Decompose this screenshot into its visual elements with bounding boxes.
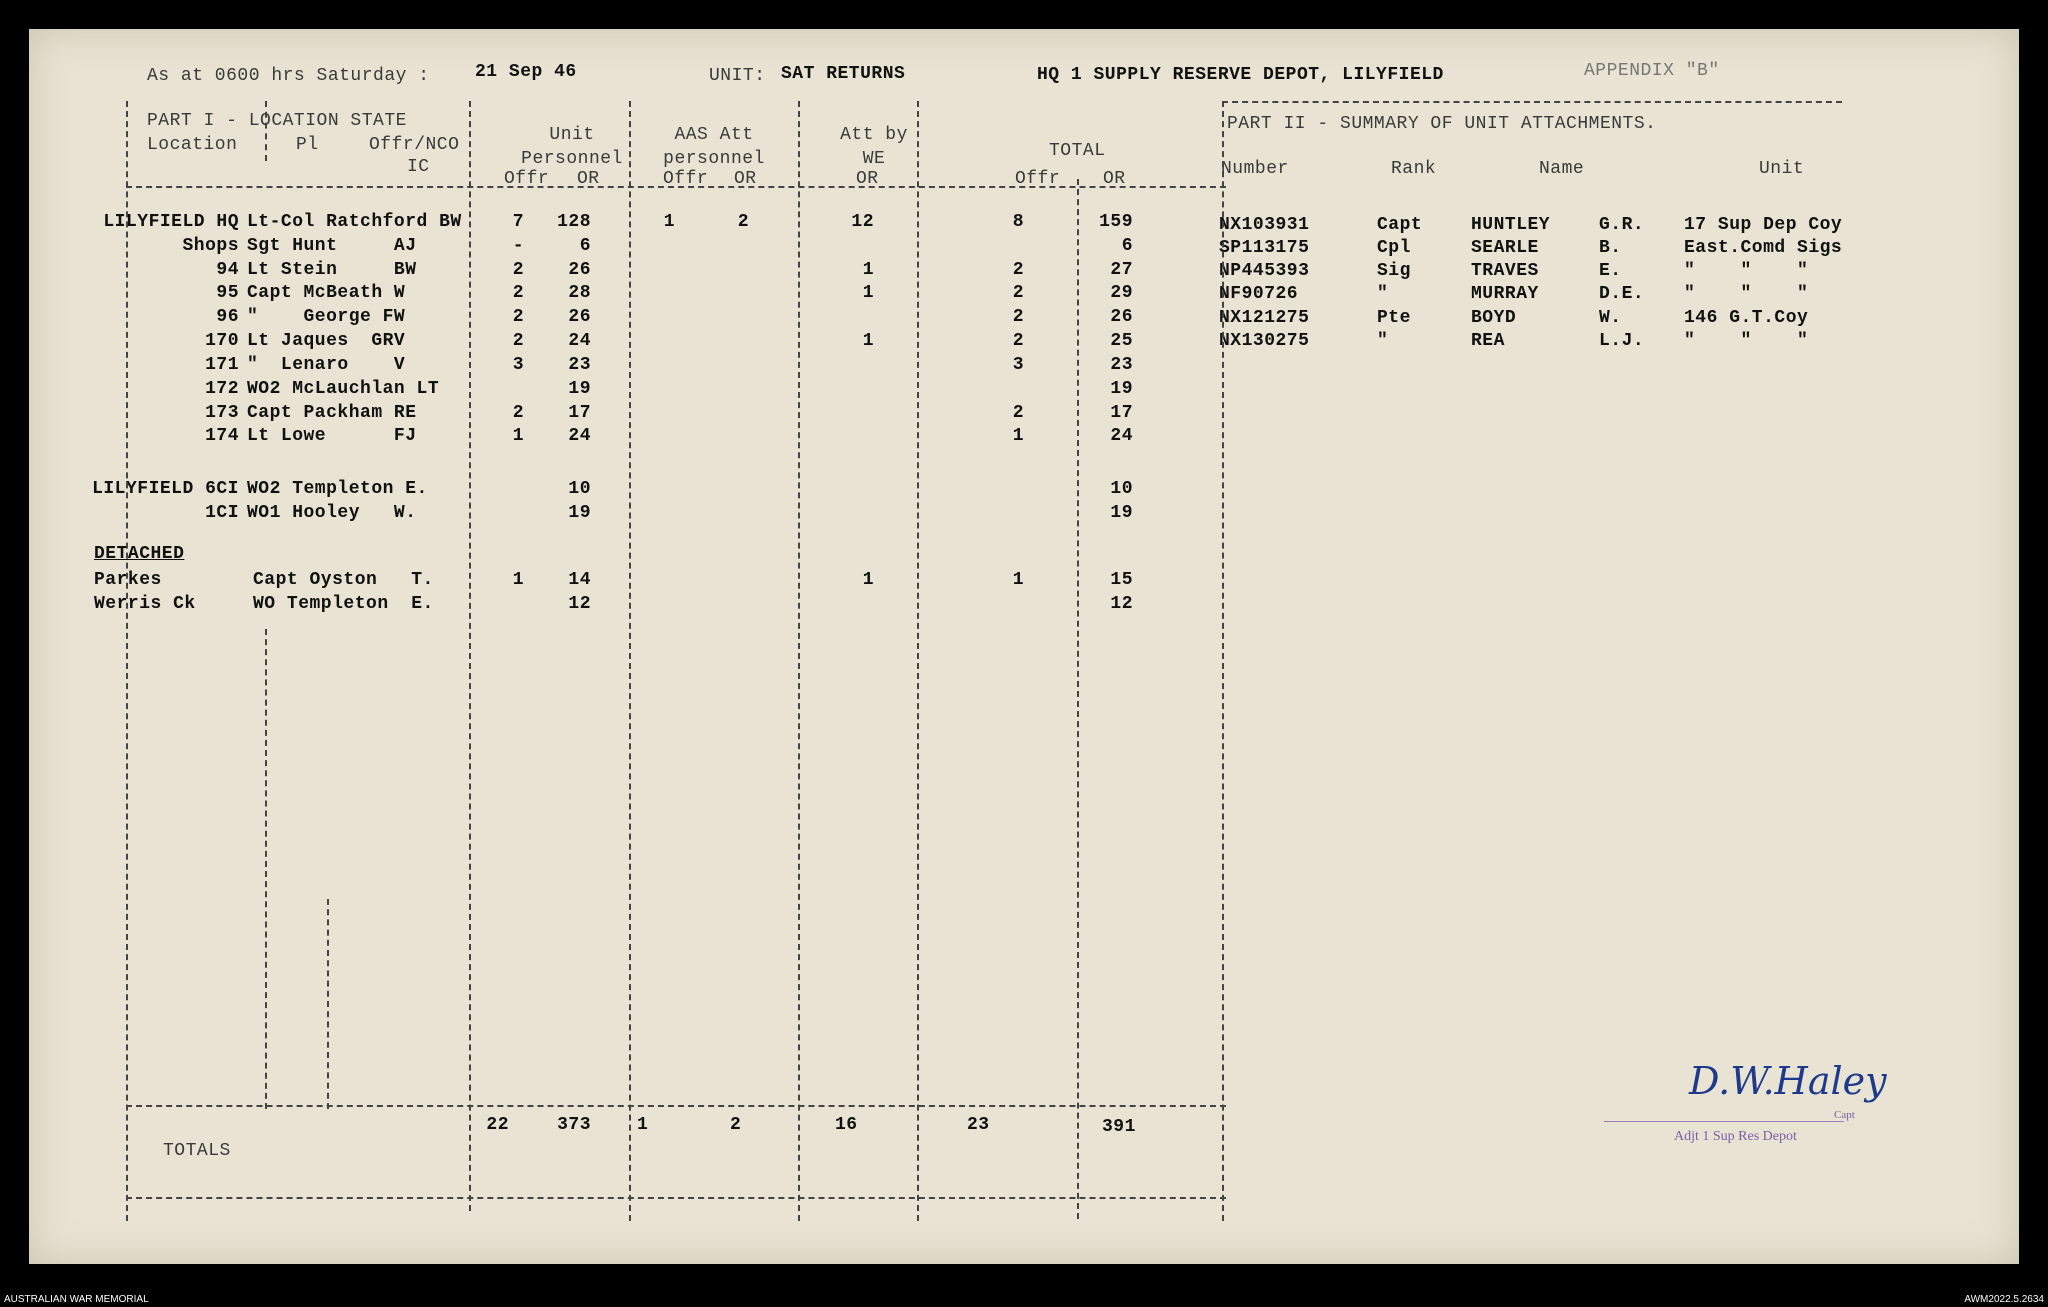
part1-cell-ic: Lt Jaques GRV xyxy=(247,331,406,351)
part2-cell-unit: 146 G.T.Coy xyxy=(1684,308,1809,328)
part2-cell-rank: Cpl xyxy=(1377,238,1411,258)
col-pl: Pl xyxy=(296,135,319,155)
part1-cell-we-or: 12 xyxy=(851,212,874,232)
part1-cell-ic: Lt Lowe FJ xyxy=(247,426,417,446)
rule-v2 xyxy=(265,101,267,161)
part1-cell-unit-or: 17 xyxy=(568,403,591,423)
part2-cell-unit: 17 Sup Dep Coy xyxy=(1684,215,1843,235)
rule-h-totals xyxy=(126,1105,1226,1107)
part1-cell-location: 173 xyxy=(205,403,239,423)
aas-offr-head: Offr xyxy=(663,169,709,189)
part1-cell-tot-offr: 1 xyxy=(1012,426,1024,446)
part1-cell-ic: Lt Stein BW xyxy=(247,260,417,280)
part1-cell-tot-offr: 2 xyxy=(1012,307,1024,327)
total-aas-or: 2 xyxy=(730,1115,742,1135)
rule-h-part2 xyxy=(1222,101,1842,103)
tot-or-head: OR xyxy=(1103,169,1126,189)
detached-cell-unit-or: 14 xyxy=(568,570,591,590)
part1-cell-tot-or: 19 xyxy=(1110,379,1133,399)
detached-cell-we-or: 1 xyxy=(862,570,874,590)
part2-cell-init: W. xyxy=(1599,308,1622,328)
part2-cell-number: NF90726 xyxy=(1219,284,1299,304)
part1-cell-unit-offr: 2 xyxy=(512,260,524,280)
part1-cell-ic: Lt-Col Ratchford BW xyxy=(247,212,462,232)
col-unit-personnel: Unit Personnel xyxy=(521,125,623,169)
part2-cell-rank: Pte xyxy=(1377,308,1411,328)
rule-v9 xyxy=(1222,101,1224,1221)
part1-cell-tot-or: 6 xyxy=(1121,236,1133,256)
total-tot-offr: 23 xyxy=(967,1115,990,1135)
footer-left: AUSTRALIAN WAR MEMORIAL xyxy=(4,1294,149,1305)
part1-cell-tot-or: 24 xyxy=(1110,426,1133,446)
part2-cell-init: L.J. xyxy=(1599,331,1645,351)
part1-cell-unit-or: 23 xyxy=(568,355,591,375)
part1-cell-unit-or: 19 xyxy=(568,503,591,523)
unit-name: HQ 1 SUPPLY RESERVE DEPOT, LILYFIELD xyxy=(1037,65,1444,85)
part2-cell-unit: " " " xyxy=(1684,284,1809,304)
part1-cell-location: 95 xyxy=(216,283,239,303)
part1-cell-tot-or: 19 xyxy=(1110,503,1133,523)
part1-cell-unit-offr: 2 xyxy=(512,331,524,351)
detached-cell-ic: WO Templeton E. xyxy=(253,594,434,614)
col-att-by-we: Att by WE xyxy=(840,125,908,169)
rule-v4 xyxy=(469,101,471,1211)
unit-label: UNIT: xyxy=(709,66,766,86)
detached-cell-ic: Capt Oyston T. xyxy=(253,570,434,590)
part2-title: PART II - SUMMARY OF UNIT ATTACHMENTS. xyxy=(1227,114,1657,134)
col-location: Location xyxy=(147,135,238,155)
total-tot-or: 391 xyxy=(1102,1117,1136,1137)
signature-stamp: Adjt 1 Sup Res Depot xyxy=(1674,1129,1797,1144)
part2-cell-name: BOYD xyxy=(1471,308,1517,328)
rule-v7 xyxy=(917,101,919,1221)
part1-cell-unit-or: 24 xyxy=(568,331,591,351)
report-date: 21 Sep 46 xyxy=(475,62,577,82)
detached-cell-tot-or: 12 xyxy=(1110,594,1133,614)
part1-cell-tot-or: 26 xyxy=(1110,307,1133,327)
part1-cell-unit-offr: 2 xyxy=(512,307,524,327)
we-or-head: OR xyxy=(856,169,879,189)
col-ic: IC xyxy=(407,157,430,177)
part1-cell-tot-or: 17 xyxy=(1110,403,1133,423)
part1-cell-aas-or: 2 xyxy=(737,212,749,232)
col-total: TOTAL xyxy=(1049,141,1106,161)
part2-cell-number: NP445393 xyxy=(1219,261,1310,281)
tot-offr-head: Offr xyxy=(1015,169,1061,189)
part1-cell-tot-or: 27 xyxy=(1110,260,1133,280)
part1-cell-location: 96 xyxy=(216,307,239,327)
part1-cell-unit-offr: 2 xyxy=(512,403,524,423)
rule-v2b xyxy=(265,629,267,1109)
signature-name: D.W.Haley xyxy=(1689,1059,1887,1103)
part1-cell-we-or: 1 xyxy=(862,331,874,351)
part1-cell-location: LILYFIELD 6CI xyxy=(92,479,239,499)
aas-or-head: OR xyxy=(734,169,757,189)
part2-cell-unit: " " " xyxy=(1684,331,1809,351)
col-name: Name xyxy=(1539,159,1585,179)
detached-title: DETACHED xyxy=(94,544,185,564)
part1-cell-location: 94 xyxy=(216,260,239,280)
part1-cell-tot-offr: 2 xyxy=(1012,260,1024,280)
rule-v3 xyxy=(327,899,329,1109)
part1-cell-ic: " George FW xyxy=(247,307,406,327)
detached-cell-tot-or: 15 xyxy=(1110,570,1133,590)
part2-cell-name: MURRAY xyxy=(1471,284,1539,304)
part2-cell-rank: Capt xyxy=(1377,215,1423,235)
part2-cell-init: B. xyxy=(1599,238,1622,258)
part2-cell-init: E. xyxy=(1599,261,1622,281)
part2-cell-name: HUNTLEY xyxy=(1471,215,1551,235)
part1-title: PART I - LOCATION STATE xyxy=(147,111,407,131)
part1-cell-tot-offr: 8 xyxy=(1012,212,1024,232)
part1-cell-tot-offr: 3 xyxy=(1012,355,1024,375)
part2-cell-rank: " xyxy=(1377,331,1389,351)
as-at-label: As at 0600 hrs Saturday : xyxy=(147,66,430,86)
part1-cell-unit-or: 19 xyxy=(568,379,591,399)
footer-right: AWM2022.5.2634 xyxy=(1964,1294,2044,1305)
col-unit: Unit xyxy=(1759,159,1805,179)
unit-or-head: OR xyxy=(577,169,600,189)
total-we-or: 16 xyxy=(835,1115,858,1135)
part2-cell-init: G.R. xyxy=(1599,215,1645,235)
part1-cell-ic: WO2 McLauchlan LT xyxy=(247,379,440,399)
part1-cell-unit-or: 24 xyxy=(568,426,591,446)
part1-cell-location: 1CI xyxy=(205,503,239,523)
rule-v5 xyxy=(629,101,631,1221)
rule-v1 xyxy=(126,101,128,1221)
detached-cell-unit-offr: 1 xyxy=(512,570,524,590)
totals-label: TOTALS xyxy=(163,1141,231,1161)
col-rank: Rank xyxy=(1391,159,1437,179)
part1-cell-tot-offr: 2 xyxy=(1012,403,1024,423)
part2-cell-name: SEARLE xyxy=(1471,238,1539,258)
rule-v8 xyxy=(1077,179,1079,1219)
part2-cell-unit: East.Comd Sigs xyxy=(1684,238,1843,258)
rule-h-header xyxy=(126,186,1226,188)
part1-cell-unit-or: 10 xyxy=(568,479,591,499)
part2-cell-number: SP113175 xyxy=(1219,238,1310,258)
part1-cell-tot-or: 23 xyxy=(1110,355,1133,375)
part1-cell-ic: WO1 Hooley W. xyxy=(247,503,417,523)
part2-cell-name: REA xyxy=(1471,331,1505,351)
part1-cell-tot-offr: 2 xyxy=(1012,331,1024,351)
signature-line xyxy=(1604,1121,1844,1122)
part1-cell-unit-offr: 7 xyxy=(512,212,524,232)
part1-cell-tot-offr: 2 xyxy=(1012,283,1024,303)
part1-cell-tot-or: 10 xyxy=(1110,479,1133,499)
part1-cell-unit-or: 6 xyxy=(579,236,591,256)
unit-offr-head: Offr xyxy=(504,169,550,189)
part1-cell-location: Shops xyxy=(182,236,239,256)
part1-cell-we-or: 1 xyxy=(862,283,874,303)
rule-h-bottom xyxy=(126,1197,1226,1199)
part1-cell-tot-or: 29 xyxy=(1110,283,1133,303)
part1-cell-tot-or: 25 xyxy=(1110,331,1133,351)
appendix-label: APPENDIX "B" xyxy=(1584,61,1720,81)
part2-cell-unit: " " " xyxy=(1684,261,1809,281)
part1-cell-location: 172 xyxy=(205,379,239,399)
document-page xyxy=(29,29,2019,1264)
rule-v6 xyxy=(798,101,800,1221)
unit-value: SAT RETURNS xyxy=(781,64,906,84)
part1-cell-ic: WO2 Templeton E. xyxy=(247,479,428,499)
part1-cell-unit-or: 26 xyxy=(568,260,591,280)
part1-cell-location: 174 xyxy=(205,426,239,446)
detached-cell-tot-offr: 1 xyxy=(1012,570,1024,590)
total-unit-offr: 22 xyxy=(486,1115,509,1135)
signature xyxy=(1689,1059,1887,1103)
part1-cell-unit-or: 26 xyxy=(568,307,591,327)
part2-cell-rank: " xyxy=(1377,284,1389,304)
detached-cell-unit-or: 12 xyxy=(568,594,591,614)
part1-cell-location: 170 xyxy=(205,331,239,351)
part1-cell-tot-or: 159 xyxy=(1099,212,1133,232)
col-offr-nco: Offr/NCO xyxy=(369,135,460,155)
signature-rank: Capt xyxy=(1834,1109,1855,1121)
part1-cell-unit-offr: 3 xyxy=(512,355,524,375)
part1-cell-ic: Capt Packham RE xyxy=(247,403,417,423)
part2-cell-rank: Sig xyxy=(1377,261,1411,281)
part1-cell-ic: " Lenaro V xyxy=(247,355,406,375)
part2-cell-number: NX130275 xyxy=(1219,331,1310,351)
part1-cell-unit-or: 28 xyxy=(568,283,591,303)
col-number: Number xyxy=(1221,159,1289,179)
part1-cell-unit-offr: - xyxy=(512,236,524,256)
part1-cell-we-or: 1 xyxy=(862,260,874,280)
total-aas-offr: 1 xyxy=(637,1115,649,1135)
part1-cell-unit-or: 128 xyxy=(557,212,591,232)
total-unit-or: 373 xyxy=(557,1115,591,1135)
part1-cell-unit-offr: 2 xyxy=(512,283,524,303)
detached-cell-location: Parkes xyxy=(94,570,162,590)
part1-cell-ic: Capt McBeath W xyxy=(247,283,406,303)
part1-cell-location: LILYFIELD HQ xyxy=(103,212,239,232)
part1-cell-ic: Sgt Hunt AJ xyxy=(247,236,417,256)
part2-cell-number: NX103931 xyxy=(1219,215,1310,235)
part2-cell-init: D.E. xyxy=(1599,284,1645,304)
col-aas-att: AAS Att personnel xyxy=(663,125,765,169)
part1-cell-location: 171 xyxy=(205,355,239,375)
detached-cell-location: Werris Ck xyxy=(94,594,196,614)
part1-cell-aas-offr: 1 xyxy=(663,212,675,232)
part1-cell-unit-offr: 1 xyxy=(512,426,524,446)
part2-cell-name: TRAVES xyxy=(1471,261,1539,281)
part2-cell-number: NX121275 xyxy=(1219,308,1310,328)
